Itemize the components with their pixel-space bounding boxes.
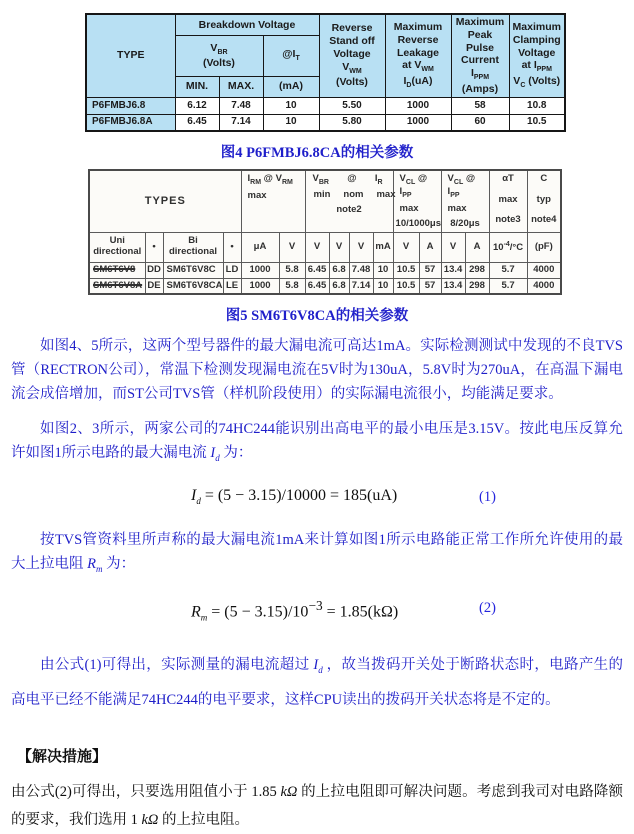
cell: 1000 (385, 114, 451, 131)
formula-1 (11, 487, 623, 513)
col-header-min: MIN. (175, 76, 219, 97)
cell: 10 (263, 114, 319, 131)
equation-expression: $R_m = (5 - 3.15)/10^{-3} = 1.85(k\Omega)$ (191, 598, 399, 623)
table-row (89, 262, 561, 278)
equation-expression: $I_d = (5 - 3.15)/10000 = 185(uA)$ (191, 487, 398, 507)
unit-cell: V (393, 232, 419, 262)
cell: 10.8 (509, 97, 565, 114)
cell: 10.5 (393, 278, 419, 294)
cell: DD (145, 262, 163, 278)
cell: 4000 (527, 278, 561, 294)
table-subheader-row (89, 232, 561, 262)
cell: 5.50 (319, 97, 385, 114)
cell: LD (223, 262, 241, 278)
dot-marker: • (223, 232, 241, 262)
cell: 7.48 (349, 262, 373, 278)
cell: 6.8 (329, 278, 349, 294)
paragraph-solution: 由公式(2)可得出，只要选用阻值小于 1.85 kΩ 的上拉电阻即可解决问题。考虑到我司对电路降额的要求，我们选用 1 kΩ 的上拉电阻。 (11, 784, 624, 828)
cell-type: P6FMBJ6.8 (86, 97, 175, 114)
unit-cell: mA (373, 232, 393, 262)
cell-uni-part: SM6T6V8A (89, 278, 145, 294)
cell: 10 (263, 97, 319, 114)
col-header-irm: $I_{RM}$ @ $V_{RM}$ max (241, 170, 305, 232)
col-header-bidirectional: Bi directional (163, 232, 223, 262)
col-header-vbr: $V_{BR}$ @ $I_R$ min nom max note2 (305, 170, 393, 232)
cell-bi-part: SM6T6V8CA (163, 278, 223, 294)
col-header-vbr: $V_{BR}$ (Volts) (175, 35, 263, 76)
cell: 1000 (241, 278, 279, 294)
p6fmbj-parameter-table (85, 13, 566, 132)
cell: 298 (465, 278, 489, 294)
cell: 6.45 (305, 278, 329, 294)
body-text (0, 334, 634, 834)
cell: 5.8 (279, 262, 305, 278)
unit-cell: μA (241, 232, 279, 262)
paragraph-74hc244-threshold: 如图2、3所示，两家公司的74HC244能识别出高电平的最小电压是3.15V。按此电压反算允许如图1所示电路的最大漏电流 $I_d$ 为： (11, 421, 623, 464)
unit-cell: V (349, 232, 373, 262)
cell-bi-part: SM6T6V8C (163, 262, 223, 278)
cell-uni-part: SM6T6V8 (89, 262, 145, 278)
table-header-row (89, 170, 561, 232)
cell: 1000 (241, 262, 279, 278)
paragraph-leakage-measurement: 如图4、5所示，这两个型号器件的最大漏电流可高达1mA。实际检测测试中发现的不良TVS管（RECTRON公司），常温下检测发现漏电流在5V时为130uA，5.8V时为270uA，在高温下漏电流会成倍增加，而ST公司TVS管（样机阶段使用）的实际漏电流很小，均能满足要求。 (11, 338, 623, 403)
cell: 57 (419, 278, 441, 294)
cell: 6.45 (305, 262, 329, 278)
unit-cell: V (441, 232, 465, 262)
col-header-type: TYPE (86, 14, 175, 97)
cell: 6.45 (175, 114, 219, 131)
unit-cell-alpha: $10^{-4}/^\circ C$ (489, 232, 527, 262)
equation-number: (1) (479, 489, 496, 506)
paragraph-pullup-calculation: 按TVS管资料里所声称的最大漏电流1mA来计算如图1所示电路能正常工作所允许使用的最大上拉电阻 $R_m$ 为： (11, 532, 623, 575)
cell-type: P6FMBJ6.8A (86, 114, 175, 131)
col-header-alpha-t: αT max note3 (489, 170, 527, 232)
col-header-breakdown-voltage: Breakdown Voltage (175, 14, 319, 35)
col-header-max: MAX. (219, 76, 263, 97)
table-row (89, 278, 561, 294)
unit-cell: A (419, 232, 441, 262)
cell: 7.14 (219, 114, 263, 131)
paragraph-conclusion: 由公式(1)可得出，实际测量的漏电流超过 $I_d$ ，故当拨码开关处于断路状态时，电路产生的高电平已经不能满足74HC244的电平要求，这样CPU读出的拨码开关状态将是不定的。 (11, 657, 624, 708)
col-header-vcl-8-20: $V_{CL}$ @ $I_{PP}$ max 8/20μs (441, 170, 489, 232)
unit-cell: V (279, 232, 305, 262)
formula-2 (11, 598, 623, 624)
cell: 57 (419, 262, 441, 278)
col-header-at-it: $@I_T$ (263, 35, 319, 76)
cell: 5.7 (489, 278, 527, 294)
col-header-types: TYPES (89, 170, 241, 232)
table-row (86, 97, 565, 114)
cell: 58 (451, 97, 509, 114)
sm6t6v8-parameter-table (88, 169, 562, 295)
cell: 5.8 (279, 278, 305, 294)
cell: 13.4 (441, 278, 465, 294)
cell: DE (145, 278, 163, 294)
unit-cell: V (329, 232, 349, 262)
col-header-capacitance: C typ note4 (527, 170, 561, 232)
cell: 6.8 (329, 262, 349, 278)
cell: 13.4 (441, 262, 465, 278)
unit-cell: A (465, 232, 489, 262)
col-header-peak-pulse-current: Maximum Peak Pulse Current $I_{PPM}$ (Amps) (451, 14, 509, 97)
cell: 60 (451, 114, 509, 131)
cell: 10.5 (509, 114, 565, 131)
col-header-ma: (mA) (263, 76, 319, 97)
dot-marker: • (145, 232, 163, 262)
table-row (86, 114, 565, 131)
figure4-caption: 图4 P6FMBJ6.8CA的相关参数 (220, 145, 414, 162)
section-header-solution: 【解决措施】 (17, 747, 108, 765)
cell: LE (223, 278, 241, 294)
cell: 5.80 (319, 114, 385, 131)
cell: 7.48 (219, 97, 263, 114)
cell: 1000 (385, 97, 451, 114)
table-header-row (86, 14, 565, 35)
cell: 7.14 (349, 278, 373, 294)
cell: 10 (373, 262, 393, 278)
cell: 10.5 (393, 262, 419, 278)
cell: 5.7 (489, 262, 527, 278)
unit-cell-pf: (pF) (527, 232, 561, 262)
unit-cell: V (305, 232, 329, 262)
cell: 6.12 (175, 97, 219, 114)
cell: 4000 (527, 262, 561, 278)
equation-number: (2) (479, 600, 496, 617)
col-header-clamping-voltage: Maximum Clamping Voltage at $I_{PPM}$ $V_C$ (Volts) (509, 14, 565, 97)
col-header-unidirectional: Uni directional (89, 232, 145, 262)
cell: 298 (465, 262, 489, 278)
col-header-reverse-leakage: Maximum Reverse Leakage at $V_{WM}$ $I_D(uA)$ (385, 14, 451, 97)
document-page (0, 13, 634, 828)
col-header-standoff-voltage: Reverse Stand off Voltage $V_{WM}$ (Volts) (319, 14, 385, 97)
col-header-vcl-10-1000: $V_{CL}$ @ $I_{PP}$ max 10/1000μs (393, 170, 441, 232)
figure5-caption: 图5 SM6T6V8CA的相关参数 (225, 308, 409, 325)
cell: 10 (373, 278, 393, 294)
